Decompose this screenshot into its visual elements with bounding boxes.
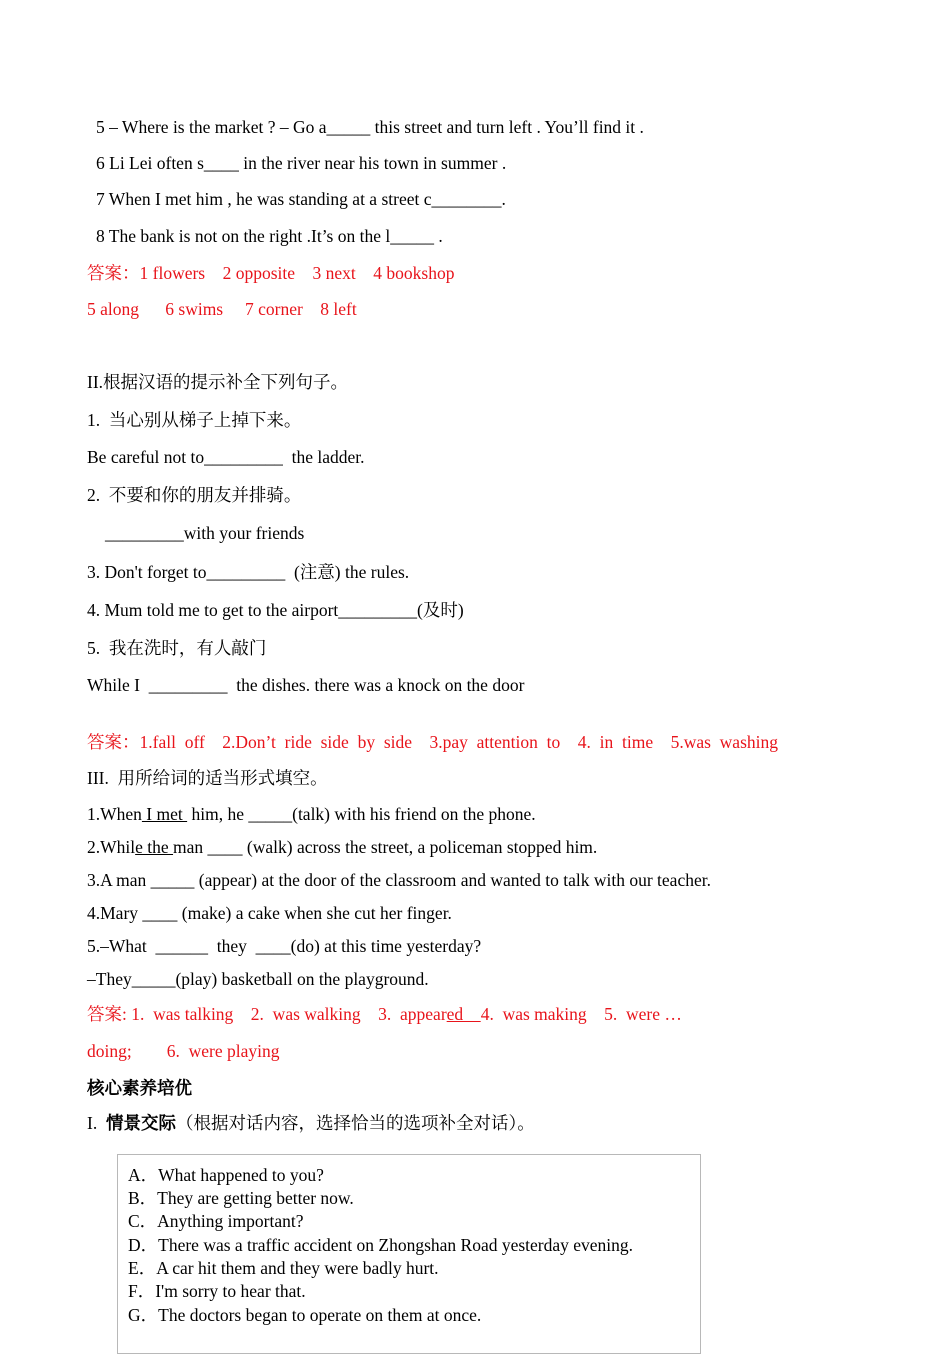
section-2-q1-english: Be careful not to_________ the ladder. [87, 447, 365, 467]
section-2-q4: 4. Mum told me to get to the airport_________(及时) [87, 600, 464, 620]
option-g: G．The doctors began to operate on them at once. [128, 1305, 482, 1325]
option-c: C．Anything important? [128, 1211, 304, 1231]
option-d: D．There was a traffic accident on Zhongshan Road yesterday evening. [128, 1235, 634, 1255]
section-2-q3: 3. Don't forget to_________ (注意) the rules. [87, 562, 410, 582]
core-section-title: 核心素养培优 [87, 1078, 192, 1098]
section-3-q4: 4.Mary ____ (make) a cake when she cut her finger. [87, 903, 452, 923]
exercise-7: 7 When I met him , he was standing at a street c________. [96, 189, 506, 209]
exercise-8: 8 The bank is not on the right .It’s on the l_____ . [96, 226, 443, 246]
option-b: B．They are getting better now. [128, 1188, 354, 1208]
section-2-q2-chinese: 2. 不要和你的朋友并排骑。 [87, 485, 302, 505]
answer-key-part2: 答案：1.fall off 2.Don’t ride side by side 3.pay attention to 4. in time 5.was washing [87, 732, 779, 752]
option-f: F．I'm sorry to hear that. [128, 1281, 306, 1301]
option-a: A．What happened to you? [128, 1165, 324, 1185]
answer-key-part3-line1: 答案: 1. was talking 2. was walking 3. appeared 4. was making 5. were … [87, 1004, 682, 1024]
section-3-q5-reply: –They_____(play) basketball on the playground. [87, 969, 429, 989]
section-2-q5-english: While I _________ the dishes. there was a knock on the door [87, 675, 525, 695]
section-3-heading: III. 用所给词的适当形式填空。 [87, 768, 328, 788]
section-2-q2-english: _________with your friends [105, 523, 305, 543]
answer-key-part1-line2: 5 along 6 swims 7 corner 8 left [87, 299, 357, 319]
section-2-q1-chinese: 1. 当心别从梯子上掉下来。 [87, 410, 302, 430]
section-2-heading: II.根据汉语的提示补全下列句子。 [87, 372, 349, 392]
section-3-q1: 1.When I met him, he _____(talk) with his friend on the phone. [87, 804, 536, 824]
section-3-q2: 2.While the man ____ (walk) across the street, a policeman stopped him. [87, 837, 598, 857]
core-task-instruction: I. 情景交际（根据对话内容，选择恰当的选项补全对话）。 [87, 1113, 535, 1133]
exercise-5: 5 – Where is the market ? – Go a_____ this street and turn left . You’ll find it . [96, 117, 644, 137]
answer-key-part3-line2: doing; 6. were playing [87, 1041, 280, 1061]
dialogue-options-box [117, 1154, 701, 1354]
option-e: E．A car hit them and they were badly hurt. [128, 1258, 439, 1278]
section-3-q3: 3.A man _____ (appear) at the door of the classroom and wanted to talk with our teacher. [87, 870, 711, 890]
exercise-6: 6 Li Lei often s____ in the river near his town in summer . [96, 153, 507, 173]
answer-key-part1-line1: 答案：1 flowers 2 opposite 3 next 4 bookshop [87, 263, 455, 283]
section-2-q5-chinese: 5. 我在洗时，有人敲门 [87, 638, 267, 658]
section-3-q5: 5.–What ______ they ____(do) at this time yesterday? [87, 936, 482, 956]
